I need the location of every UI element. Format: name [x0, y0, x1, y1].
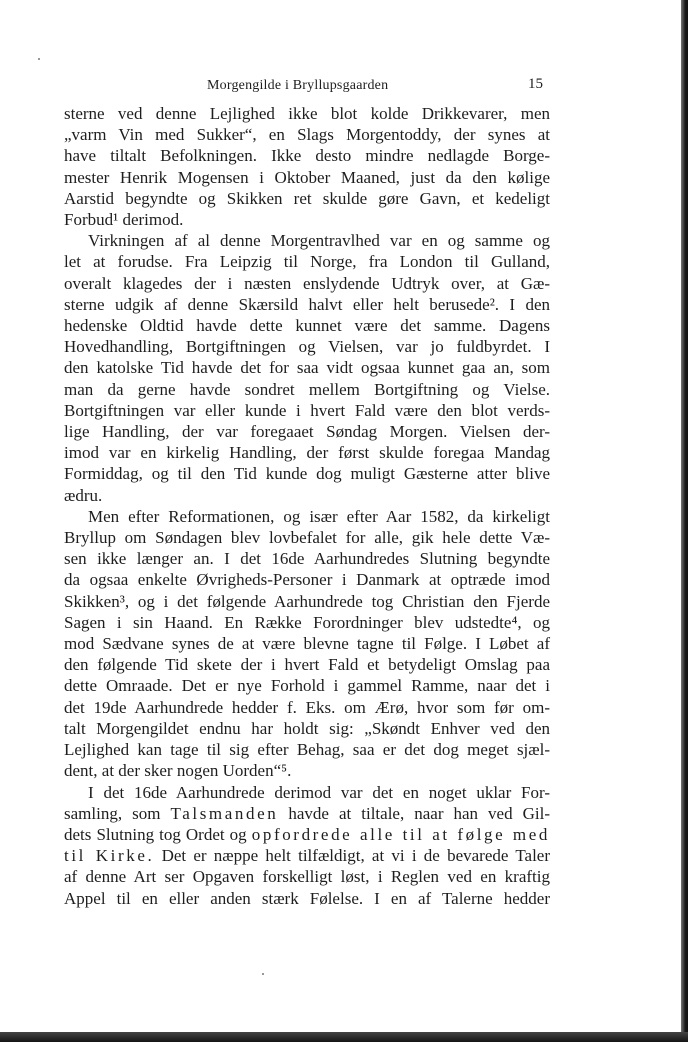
line-text: den katolske Tid havde det for saa vidt ogsaa kunnet gaa an, som	[64, 358, 550, 378]
line-text: af denne Art ser Opgaven forskelligt løst, i Reglen ved en kraftig	[64, 867, 550, 887]
text-line	[64, 866, 550, 887]
line-text: man da gerne havde sondret mellem Bortgiftning og Vielse.	[64, 379, 550, 399]
line-text: sterne udgik af denne Skærsild halvt eller helt berusede². I den	[64, 294, 550, 314]
paper-speck	[262, 973, 264, 975]
text-line	[64, 209, 550, 230]
text-line	[64, 718, 550, 739]
text-line	[64, 782, 550, 803]
text-line	[64, 612, 550, 633]
spaced-emphasis-text: opfordrede alle til at følge med	[251, 824, 550, 844]
page-edge-right-shadow	[681, 0, 688, 1042]
line-text: let at forudse. Fra Leipzig til Norge, fra London til Gulland,	[64, 252, 550, 272]
line-text: Bryllup om Søndagen blev lovbefalet for alle, gik hele dette Væ-	[64, 528, 550, 548]
text-line	[64, 145, 550, 166]
text-line	[64, 824, 550, 845]
line-text: mester Henrik Mogensen i Oktober Maaned, just da den kølige	[64, 167, 550, 187]
line-text: ædru.	[64, 485, 103, 505]
line-text: hedenske Oldtid havde dette kunnet være det samme. Dagens	[64, 316, 550, 336]
text-line	[64, 400, 550, 421]
text-line	[64, 697, 550, 718]
line-text: Forbud¹ derimod.	[64, 210, 184, 230]
line-text: Hovedhandling, Bortgiftningen og Vielsen, var jo fuldbyrdet. I	[64, 337, 550, 357]
line-text: samling, som	[64, 803, 161, 823]
text-line	[64, 463, 550, 484]
text-line	[64, 442, 550, 463]
text-line	[64, 188, 550, 209]
line-text: imod var en kirkelig Handling, der først skulde foregaa Mandag	[64, 443, 550, 463]
text-line	[64, 845, 550, 866]
page-edge-bottom-shadow	[0, 1032, 688, 1042]
line-text: Det er næppe helt tilfældigt, at vi i de bevarede Taler	[161, 846, 551, 866]
text-line	[64, 654, 550, 675]
text-line	[64, 803, 550, 824]
text-line	[64, 569, 550, 590]
text-line	[64, 315, 550, 336]
body-text	[64, 103, 550, 909]
text-line	[64, 485, 550, 506]
line-text: da ogsaa enkelte Øvrigheds-Personer i Danmark at optræde imod	[64, 570, 550, 590]
text-line	[64, 506, 550, 527]
line-text: mod Sædvane synes de at være blevne tagne til Følge. I Løbet af	[64, 634, 550, 654]
text-line	[64, 294, 550, 315]
line-text: Men efter Reformationen, og især efter Aar 1582, da kirkeligt	[88, 506, 550, 526]
text-line	[64, 760, 550, 781]
text-line	[64, 357, 550, 378]
spaced-emphasis-text: til Kirke.	[64, 846, 155, 866]
text-line	[64, 421, 550, 442]
line-text: „varm Vin med Sukker“, en Slags Morgentoddy, der synes at	[64, 125, 550, 145]
paper-speck	[38, 58, 40, 60]
text-line	[64, 251, 550, 272]
text-line	[64, 888, 550, 909]
text-line	[64, 379, 550, 400]
line-text: lige Handling, der var foregaaet Søndag Morgen. Vielsen der-	[64, 422, 550, 442]
text-line	[64, 230, 550, 251]
line-text: Skikken³, og i det følgende Aarhundrede tog Christian den Fjerde	[64, 591, 550, 611]
text-line	[64, 675, 550, 696]
line-text: I det 16de Aarhundrede derimod var det en noget uklar For-	[88, 782, 550, 802]
line-text: dent, at der sker nogen Uorden“⁵.	[64, 761, 292, 781]
line-text: dets Slutning tog Ordet og	[64, 824, 247, 844]
line-text: overalt klagedes der i næsten enslydende Udtryk over, at Gæ-	[64, 273, 550, 293]
text-line	[64, 548, 550, 569]
line-text: talt Morgengildet endnu har holdt sig: „Skøndt Enhver ved den	[64, 718, 550, 738]
line-text: have tiltalt Befolkningen. Ikke desto mindre nedlagde Borge-	[64, 146, 550, 166]
line-text: den følgende Tid skete der i hvert Fald et betydeligt Omslag paa	[64, 655, 550, 675]
text-line	[64, 591, 550, 612]
spaced-emphasis-text: Talsmanden	[170, 803, 279, 823]
line-text: Formiddag, og til den Tid kunde dog muligt Gæsterne atter blive	[64, 464, 550, 484]
line-text: Bortgiftningen var eller kunde i hvert Fald være den blot verds-	[64, 400, 550, 420]
text-line	[64, 336, 550, 357]
line-text: Virkningen af al denne Morgentravlhed var en og samme og	[88, 231, 550, 251]
line-text: dette Omraade. Det er nye Forhold i gammel Ramme, naar det i	[64, 676, 550, 696]
page-number: 15	[528, 76, 543, 92]
text-line	[64, 633, 550, 654]
line-text: Appel til en eller anden stærk Følelse. I en af Talerne hedder	[64, 888, 550, 908]
text-line	[64, 103, 550, 124]
line-text: det 19de Aarhundrede hedder f. Eks. om Ærø, hvor som før om-	[64, 697, 550, 717]
text-line	[64, 124, 550, 145]
text-line	[64, 167, 550, 188]
text-line	[64, 273, 550, 294]
page-header	[0, 76, 688, 98]
text-line	[64, 739, 550, 760]
text-line	[64, 527, 550, 548]
line-text: sen ikke længer an. I det 16de Aarhundredes Slutning begyndte	[64, 549, 550, 569]
line-text: Aarstid begyndte og Skikken ret skulde gøre Gavn, et kedeligt	[64, 188, 550, 208]
running-title: Morgengilde i Bryllupsgaarden	[207, 78, 389, 93]
line-text: havde at tiltale, naar han ved Gil-	[288, 803, 551, 823]
line-text: Lejlighed kan tage til sig efter Behag, saa er det dog meget sjæl-	[64, 740, 550, 760]
line-text: Sagen i sin Haand. En Række Forordninger blev udstedte⁴, og	[64, 612, 550, 632]
line-text: sterne ved denne Lejlighed ikke blot kolde Drikkevarer, men	[64, 104, 550, 123]
